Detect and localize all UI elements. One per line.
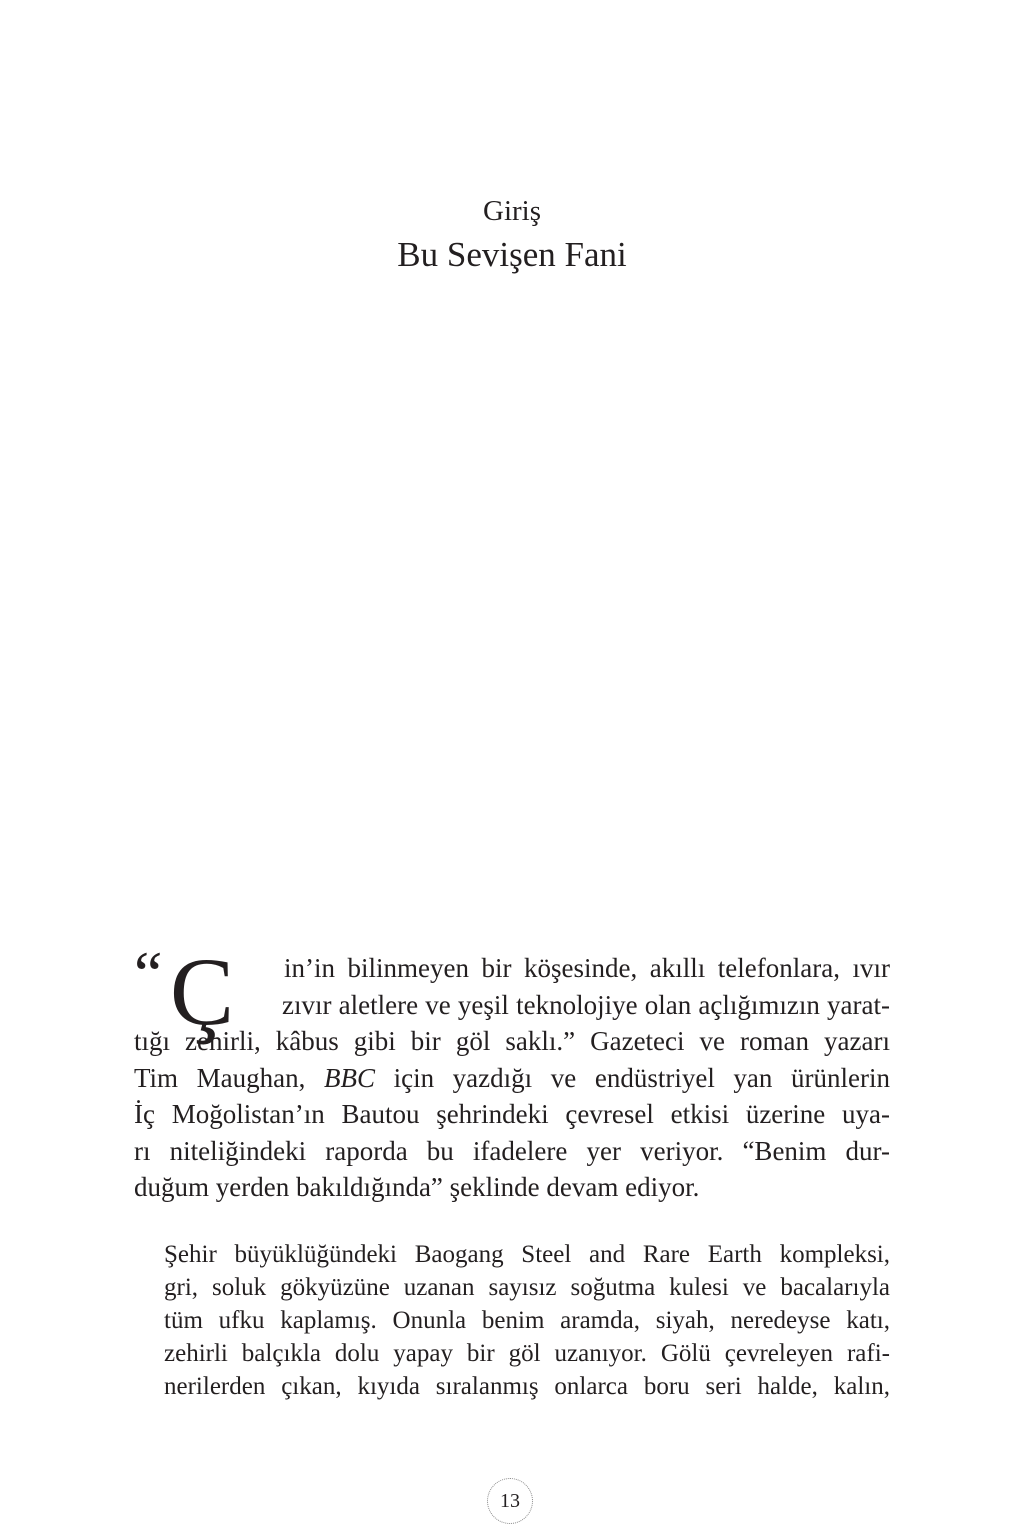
intro-line-3: tığı zehirli, kâbus gibi bir göl saklı.” Gazeteci ve roman yazarı — [134, 1026, 890, 1056]
intro-line-4-a: Tim Maughan, — [134, 1062, 324, 1093]
intro-line-2: zıvır aletlere ve yeşil teknolojiye olan açlığımızın yarat- — [282, 989, 890, 1020]
page-number: 13 — [487, 1478, 533, 1524]
opening-quote-mark: “ — [134, 938, 163, 1009]
intro-line-6: rı niteliğindeki raporda bu ifadelere yer veriyor. “Benim dur- — [134, 1135, 890, 1166]
intro-paragraph — [134, 938, 890, 1206]
intro-line-5: İç Moğolistan’ın Bautou şehrindeki çevresel etkisi üzerine uya- — [134, 1099, 890, 1129]
quote-line-2: gri, soluk gökyüzüne uzanan sayısız soğutma kulesi ve bacalarıyla — [164, 1274, 890, 1301]
quote-line-5: nerilerden çıkan, kıyıda sıralanmış onlarca boru seri halde, kalın, — [164, 1373, 890, 1400]
bbc-italic: BBC — [323, 1062, 375, 1093]
chapter-title: Bu Sevişen Fani — [397, 235, 627, 274]
drop-cap: Ç — [170, 938, 235, 1045]
intro-line-4 — [134, 1060, 890, 1097]
quote-line-3: tüm ufku kaplamış. Onunla benim aramda, siyah, neredeyse katı, — [164, 1307, 890, 1334]
chapter-label: Giriş — [483, 195, 541, 227]
intro-line-4-b: için yazdığı ve endüstriyel yan ürünlerin — [374, 1062, 890, 1093]
quote-line-1: Şehir büyüklüğündeki Baogang Steel and Rare Earth kompleksi, — [164, 1241, 890, 1268]
block-quote — [164, 1238, 890, 1403]
quote-line-4: zehirli balçıkla dolu yapay bir göl uzanıyor. Gölü çevreleyen rafi- — [164, 1340, 890, 1367]
intro-line-1-text: in’in bilinmeyen bir köşesinde, akıllı telefonlara, ıvır — [284, 953, 890, 983]
intro-line-7: duğum yerden bakıldığında” şeklinde devam ediyor. — [134, 1172, 700, 1202]
